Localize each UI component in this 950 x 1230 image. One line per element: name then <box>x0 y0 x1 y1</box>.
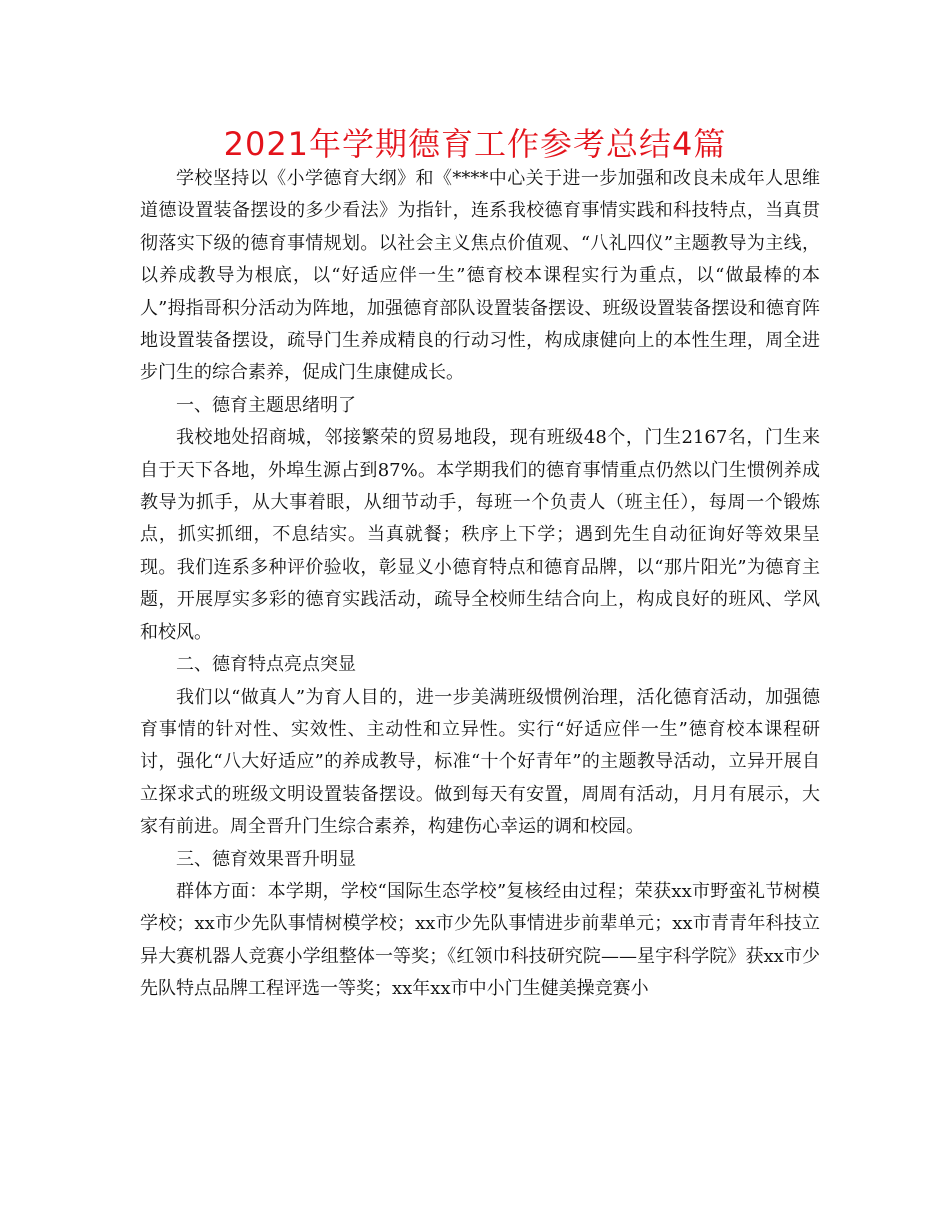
document-title: 2021年学期德育工作参考总结4篇 <box>223 125 727 163</box>
section-heading: 二、德育特点亮点突显 <box>176 654 356 676</box>
section-heading: 一、德育主题思绪明了 <box>176 394 356 416</box>
intro-paragraph: 学校坚持以《小学德育大纲》和《****中心关于进一步加强和改良未成年人思维道德设置装备摆设的多少看法》为指针，连系我校德育事情实践和科技特点，当真贯彻落实下级的德育事情规划。以社会主义焦点价值观、“八礼四仪”主题教导为主线，以养成教导为根底，以“好适应伴一生”德育校本课程实行为重点，以“做最棒的本人”拇指哥积分活动为阵地，加强德育部队设置装备摆设、班级设置装备摆设和德育阵地设置装备摆设，疏导门生养成精良的行动习性，构成康健向上的本性生理，周全进步门生的综合素养，促成门生康健成长。 <box>140 168 820 384</box>
section-heading: 三、德育效果晋升明显 <box>176 848 356 870</box>
document-body <box>140 163 820 1006</box>
body-paragraph: 我们以“做真人”为育人目的，进一步美满班级惯例治理，活化德育活动，加强德育事情的针对性、实效性、主动性和立异性。实行“好适应伴一生”德育校本课程研讨，强化“八大好适应”的养成教导，标准“十个好青年”的主题教导活动，立异开展自立探求式的班级文明设置装备摆设。做到每天有安置，周周有活动，月月有展示，大家有前进。周全晋升门生综合素养，构建伤心幸运的调和校园。 <box>140 686 820 838</box>
body-paragraph: 群体方面：本学期，学校“国际生态学校”复核经由过程；荣获xx市野蛮礼节树模学校；xx市少先队事情树模学校；xx市少先队事情进步前辈单元；xx市青青年科技立异大赛机器人竞赛小学组整体一等奖；《红领巾科技研究院——星宇科学院》获xx市少先队特点品牌工程评选一等奖；xx年xx市中小门生健美操竞赛小 <box>140 880 820 1000</box>
body-paragraph: 我校地处招商城，邻接繁荣的贸易地段，现有班级48个，门生2167名，门生来自于天下各地，外埠生源占到87%。本学期我们的德育事情重点仍然以门生惯例养成教导为抓手，从大事着眼，从细节动手，每班一个负责人（班主任），每周一个锻炼点，抓实抓细，不息结实。当真就餐；秩序上下学；遇到先生自动征询好等效果呈现。我们连系多种评价验收，彰显义小德育特点和德育品牌，以“那片阳光”为德育主题，开展厚实多彩的德育实践活动，疏导全校师生结合向上，构成良好的班风、学风和校风。 <box>140 427 820 643</box>
